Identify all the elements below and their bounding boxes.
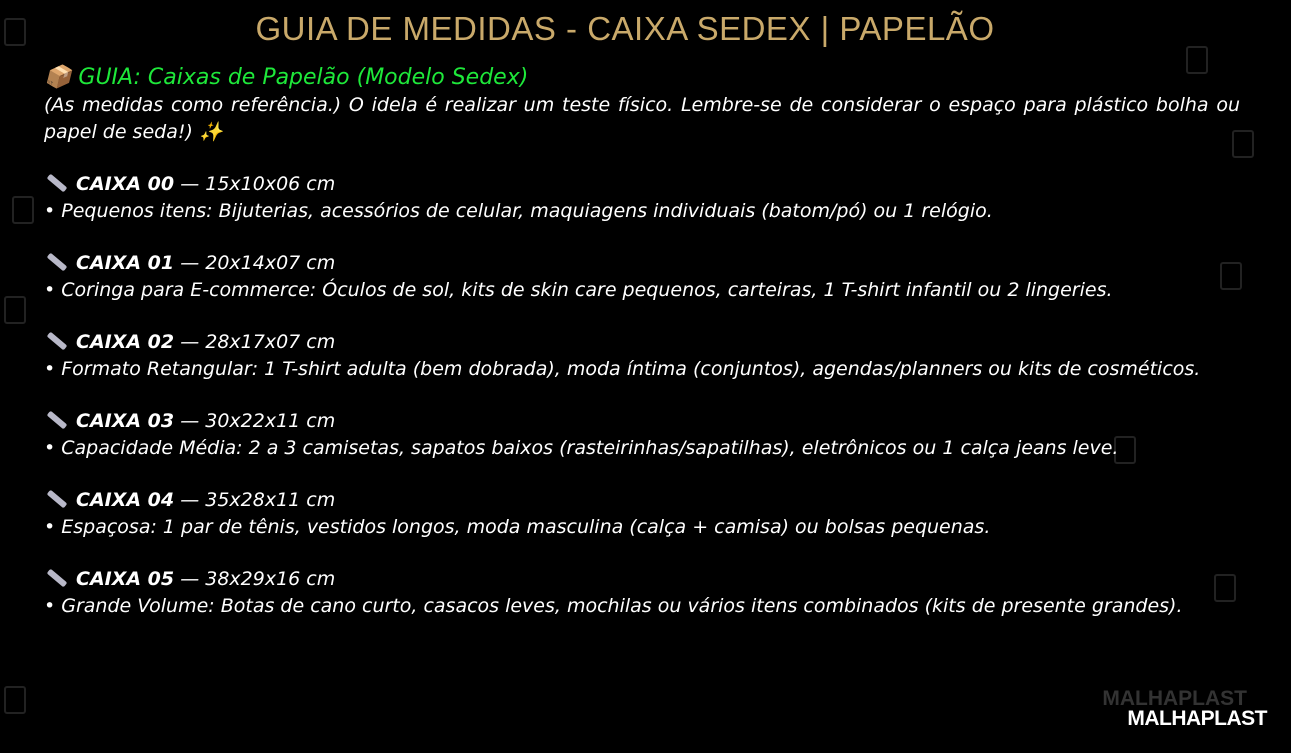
sparkles-icon: ✨ [198, 120, 223, 143]
guide-heading [44, 64, 1240, 92]
box-header [44, 487, 1240, 514]
box-name: CAIXA 05 [76, 568, 175, 590]
box-dimensions: — 20x14x07 cm [180, 252, 336, 274]
ruler-icon [47, 331, 68, 350]
box-name: CAIXA 02 [76, 331, 175, 353]
box-header [44, 250, 1240, 277]
guide-heading-text: GUIA: Caixas de Papelão (Modelo Sedex) [78, 65, 529, 90]
box-section [44, 487, 1240, 540]
ruler-icon [47, 410, 68, 429]
box-dimensions: — 28x17x07 cm [180, 331, 336, 353]
box-dimensions: — 35x28x11 cm [180, 489, 336, 511]
box-section [44, 171, 1240, 224]
malhaplast-logo: MALHAPLAST [1127, 707, 1267, 730]
box-name: CAIXA 04 [76, 489, 175, 511]
intro-text-body: (As medidas como referência.) O idela é realizar um teste físico. Lembre-se de considerar o espaço para plástico bolha ou papel de seda!) [44, 94, 1240, 143]
ruler-icon [47, 252, 68, 271]
box-description: • Coringa para E-commerce: Óculos de sol, kits de skin care pequenos, carteiras, 1 T-shirt infantil ou 2 lingeries. [44, 278, 1113, 301]
box-description: • Espaçosa: 1 par de tênis, vestidos longos, moda masculina (calça + camisa) ou bolsas pequenas. [44, 515, 991, 538]
box-section [44, 566, 1240, 619]
intro-text [44, 92, 1240, 145]
box-dimensions: — 30x22x11 cm [180, 410, 336, 432]
box-description: • Capacidade Média: 2 a 3 camisetas, sapatos baixos (rasteirinhas/sapatilhas), eletrônicos ou 1 calça jeans leve. [44, 436, 1119, 459]
box-header [44, 171, 1240, 198]
box-name: CAIXA 01 [76, 252, 175, 274]
package-icon: 📦 [44, 65, 72, 90]
box-header [44, 566, 1240, 593]
box-section [44, 329, 1240, 382]
bag-watermark-icon [12, 196, 34, 224]
bag-watermark-icon [4, 686, 26, 714]
box-section [44, 408, 1240, 461]
box-header [44, 408, 1240, 435]
guide-content [44, 64, 1240, 619]
box-description: • Formato Retangular: 1 T-shirt adulta (bem dobrada), moda íntima (conjuntos), agendas/planners ou kits de cosméticos. [44, 357, 1201, 380]
box-name: CAIXA 03 [76, 410, 175, 432]
box-section [44, 250, 1240, 303]
box-dimensions: — 38x29x16 cm [180, 568, 336, 590]
page-title: GUIA DE MEDIDAS - CAIXA SEDEX | PAPELÃO [255, 10, 995, 47]
ruler-icon [47, 173, 68, 192]
ruler-icon [47, 489, 68, 508]
bag-watermark-icon [4, 296, 26, 324]
box-header [44, 329, 1240, 356]
box-name: CAIXA 00 [76, 173, 175, 195]
box-dimensions: — 15x10x06 cm [180, 173, 336, 195]
box-description: • Pequenos itens: Bijuterias, acessórios de celular, maquiagens individuais (batom/pó) ou 1 relógio. [44, 199, 993, 222]
box-description: • Grande Volume: Botas de cano curto, casacos leves, mochilas ou vários itens combinados (kits de presente grandes). [44, 594, 1183, 617]
logo-shadow: MALHAPLAST [1102, 687, 1247, 710]
ruler-icon [47, 568, 68, 587]
